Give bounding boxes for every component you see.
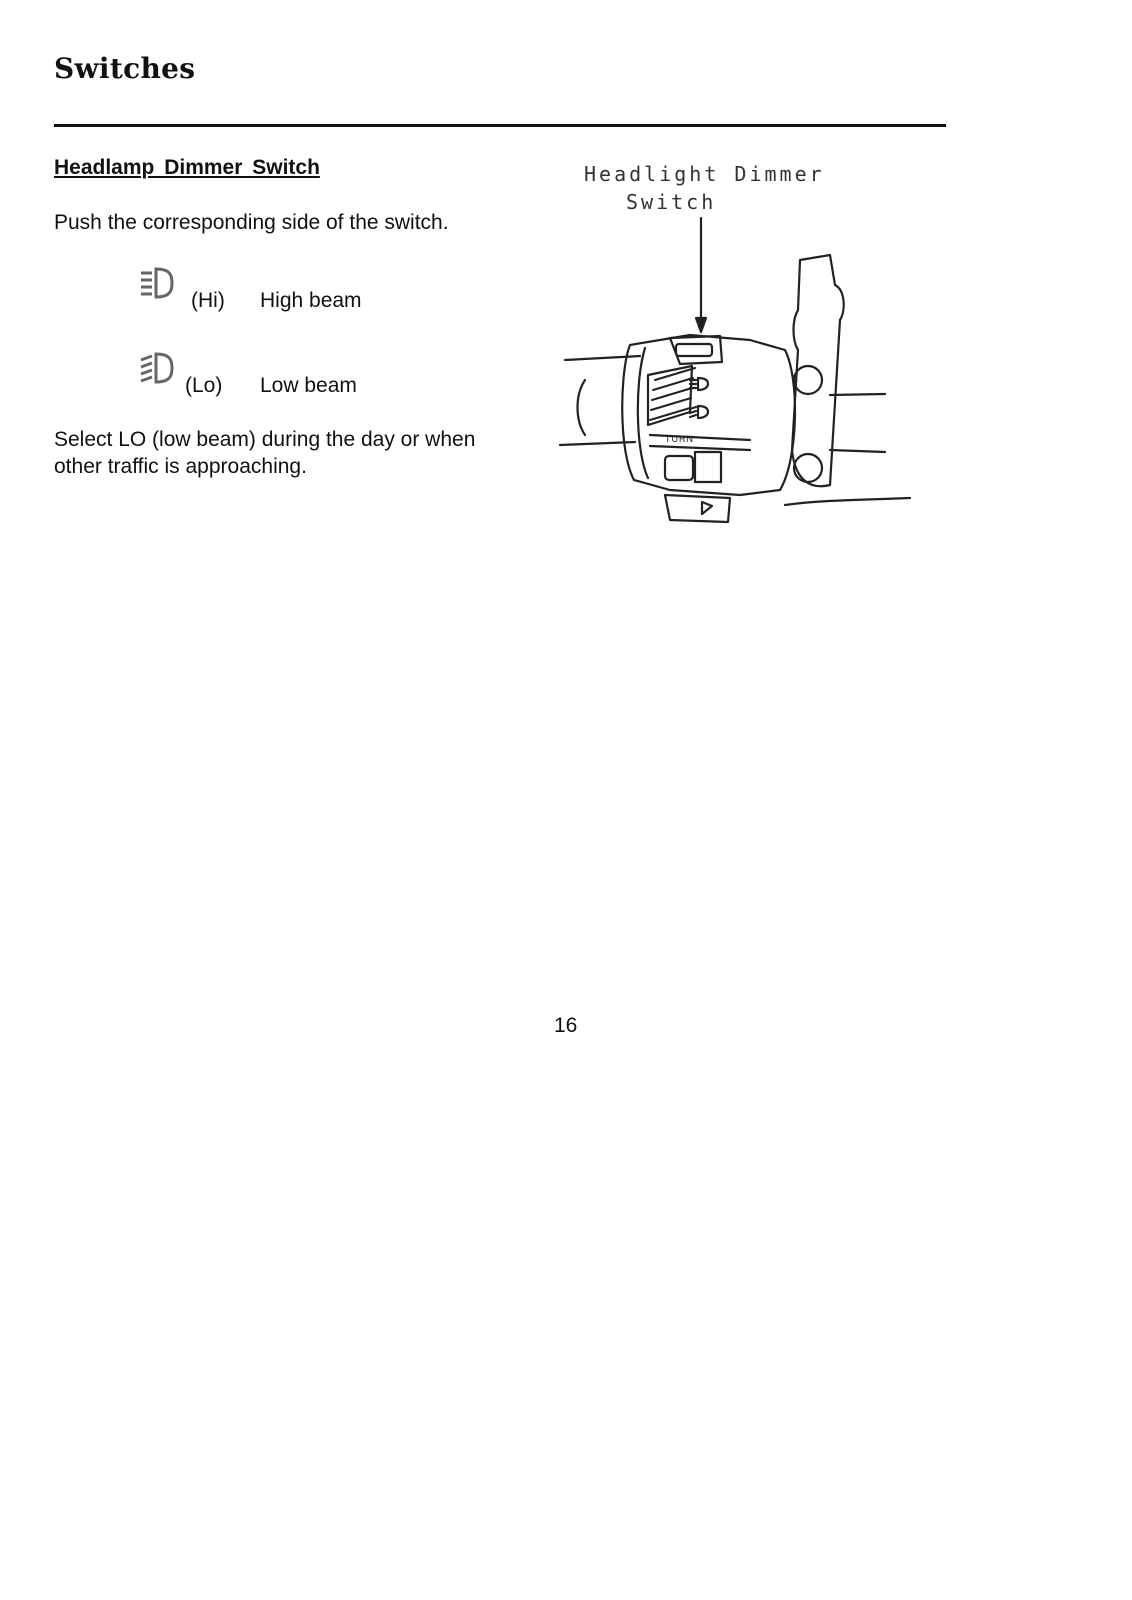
figure-label-line2: Switch (626, 190, 717, 214)
turn-label: TURN (665, 434, 694, 444)
dimmer-rocker (670, 336, 722, 364)
handlebar-switch-illustration (530, 150, 930, 550)
page-number: 16 (554, 1014, 578, 1037)
figure-label-line1: Headlight Dimmer (584, 162, 825, 186)
turn-switch-knob (665, 456, 693, 480)
section-heading: Headlamp Dimmer Switch (54, 156, 320, 179)
title-divider (54, 124, 946, 127)
instruction-text: Push the corresponding side of the switch. (54, 211, 449, 234)
high-beam-code: (Hi) (191, 289, 225, 312)
clamp-bolt-bottom (794, 454, 822, 482)
high-beam-label: High beam (260, 289, 362, 312)
handlebar-grip (560, 356, 640, 445)
low-beam-icon (138, 350, 176, 388)
high-beam-icon (138, 265, 176, 303)
low-beam-label: Low beam (260, 374, 357, 397)
clamp-bolt-top (794, 366, 822, 394)
page-title: Switches (54, 52, 196, 85)
pointer-arrowhead (696, 318, 706, 332)
horn-button (665, 495, 730, 522)
usage-note: Select LO (low beam) during the day or when other traffic is approaching. (54, 428, 476, 478)
low-beam-code: (Lo) (185, 374, 223, 397)
